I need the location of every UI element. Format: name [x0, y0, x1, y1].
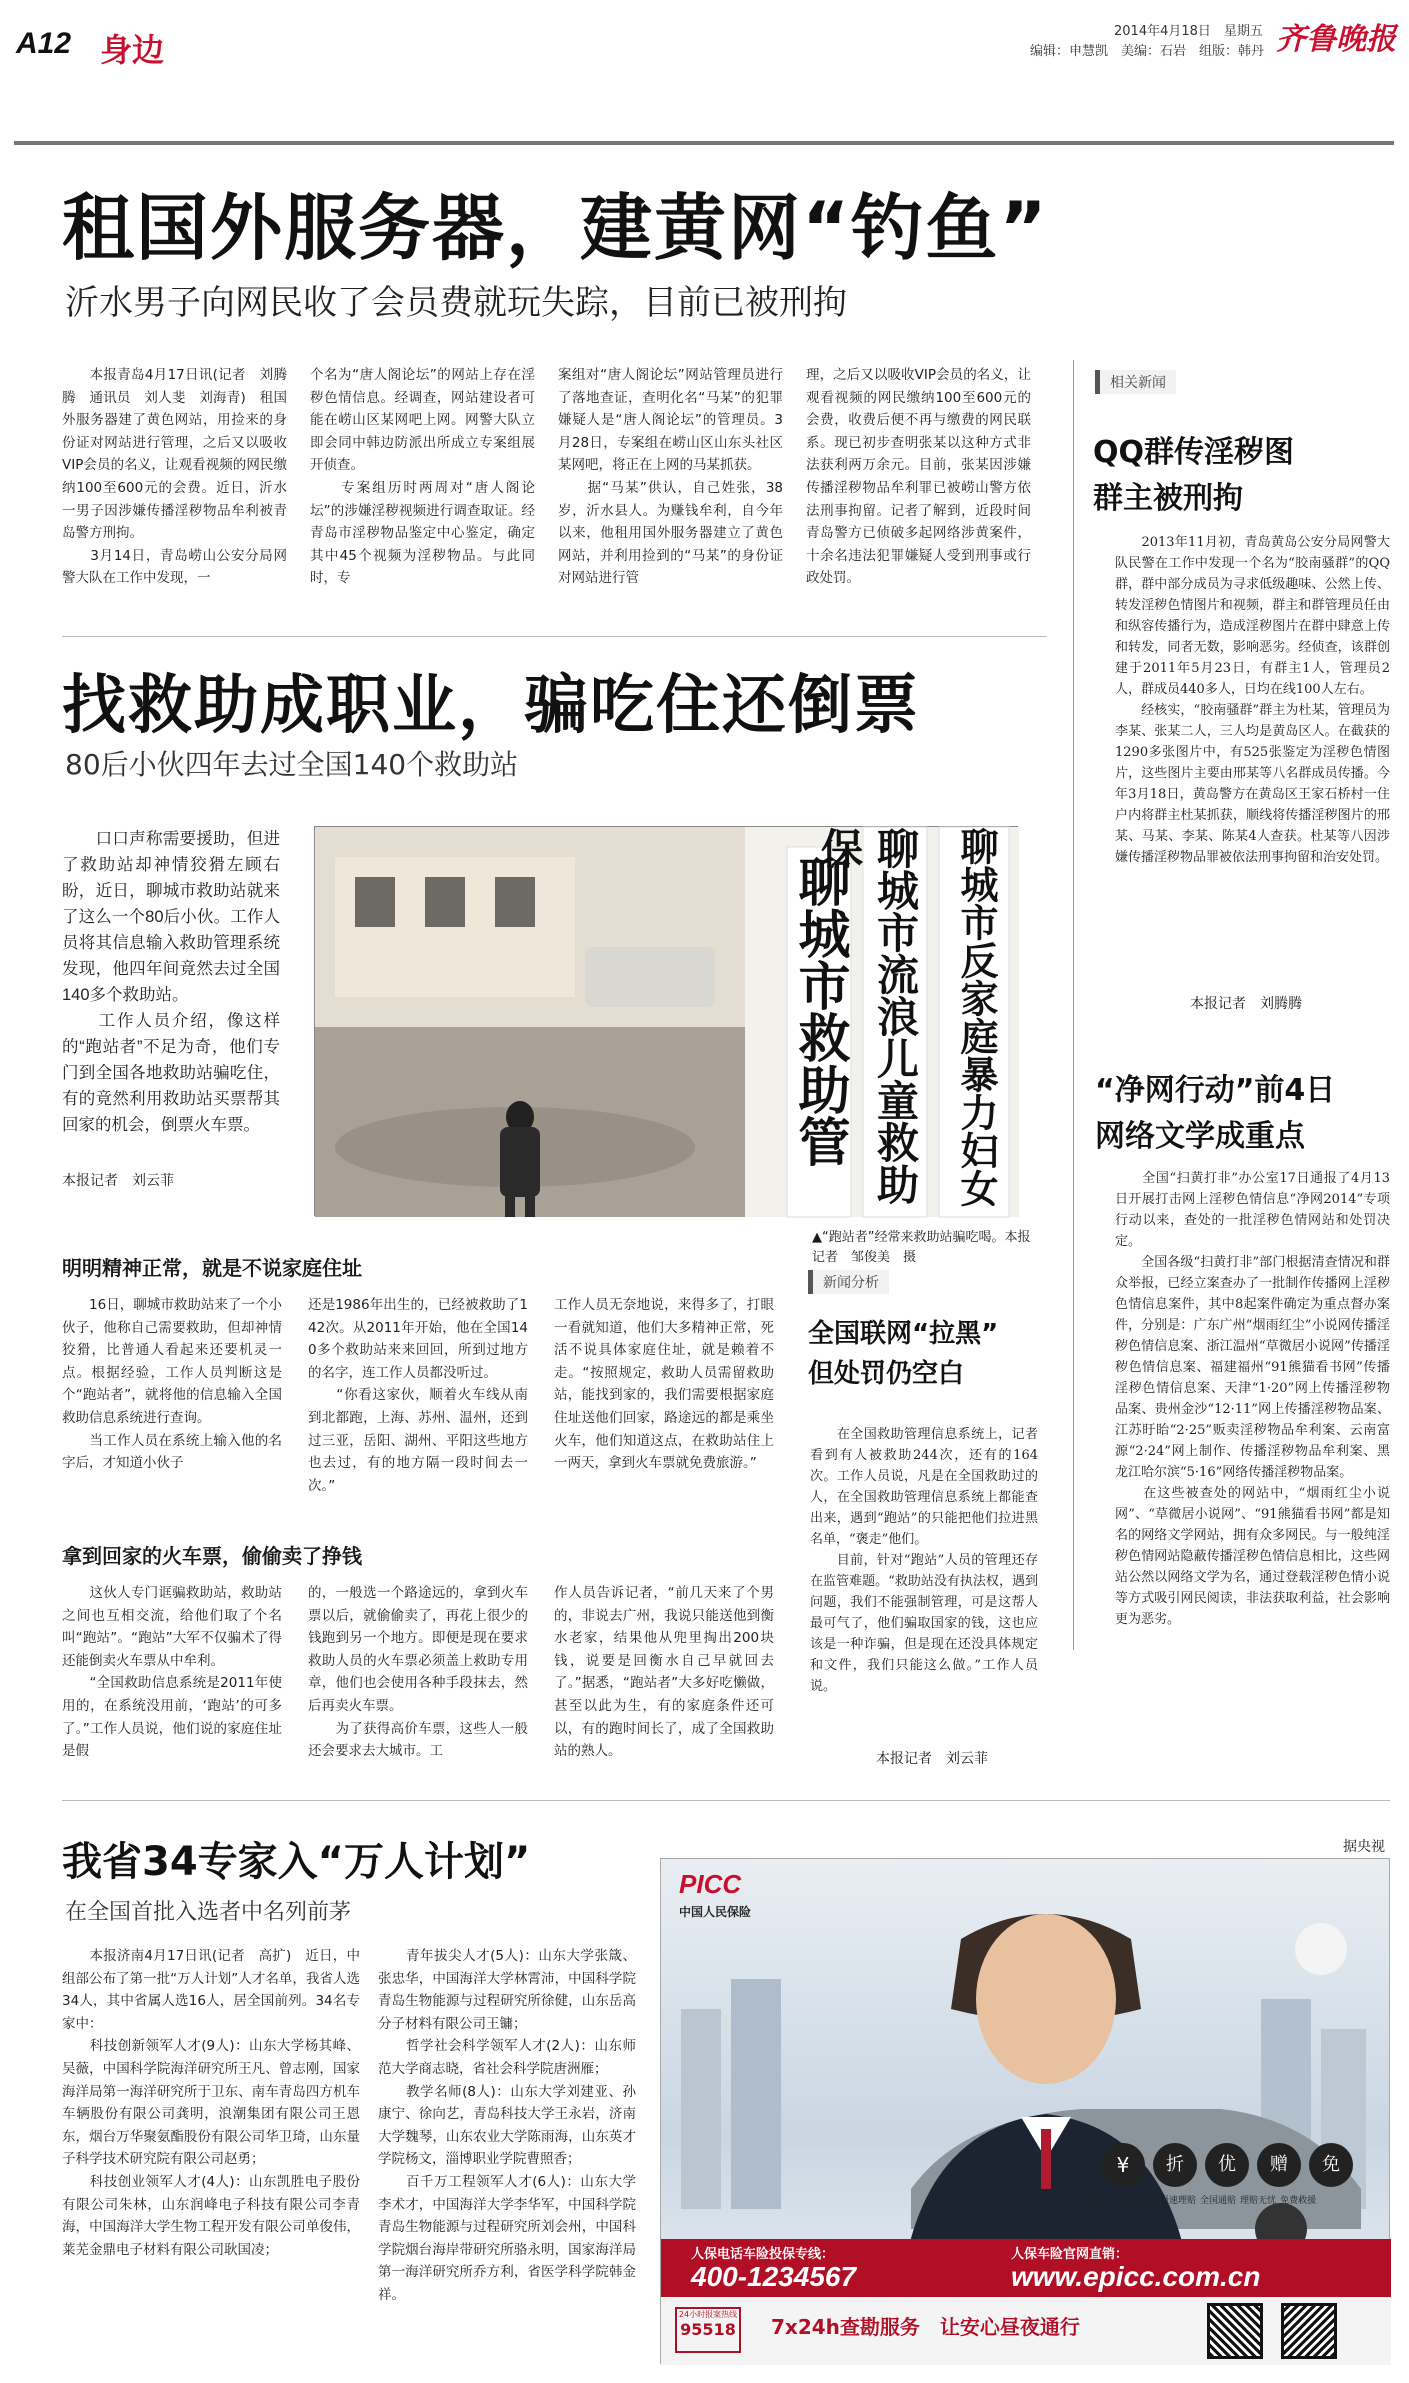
ad-hotline-label: 人保电话车险投保专线： — [691, 2247, 835, 2262]
side1-body: 2013年11月初，青岛黄岛公安分局网警大队民警在工作中发现一个名为“胶南骚群”的QQ群，群中部分成员为寻求低级趣味、公然上传、转发淫秽色情图片和视频，群主和群管理员任由和纵容传播行为，造成淫秽图片在群中肆意上传和转发，同者无数，影响恶劣。经侦查，该群创建于2011年5月23日，有群主1人，管理员2人，群成员440多人，日均在线100人左右。 经核实，“胶南骚群”群主为杜某，管理员为李某、张某二人，三人均是黄岛区人。在截获的1290多张图片中，有525张鉴定为淫秽色情图片，这些图片主要由邢某等八名群成员传播。今年3月18日，黄岛警方在黄岛区王家石桥村一住户内将群主杜某抓获，顺线将传播淫秽图片的邢某、马某、李某、陈某4人查获。杜某等八因涉嫌传播淫秽物品罪被依法刑事拘留和治安处罚。 — [1115, 535, 1390, 865]
article2-s2c3: 作人员告诉记者，“前几天来了个男的，非说去广州，我说只能送他到衡水老家，结果他从兜里掏出200块钱，说要是回衡水自己早就回去了。”据悉，“跑站者”大多好吃懒做，甚至以此为生，有的家庭条件还可以，有的跑时间长了，成了全国救助站的熟人。 — [554, 1585, 774, 1760]
ad-icon-label-5: 免费救援 — [1280, 2196, 1317, 2206]
article1-col2: 个名为“唐人阁论坛”的网站上存在淫秽色情信息。经调查，网站建设者可能在崂山区某网吧上网。网警大队立即会同中韩边防派出所成立专案组展开侦查。 专案组历时两周对“唐人阁论坛”的涉嫌淫秽视频进行调查取证。经青岛市淫秽物品鉴定中心鉴定，确定其中45个视频为淫秽物品。与此同时，专 — [310, 367, 535, 587]
article1-subtitle: 沂水男子向网民收了会员费就玩失踪，目前已被刑拘 — [65, 283, 847, 323]
side2 — [808, 1270, 1036, 1394]
ad-url-label: 人保车险官网直销： — [1011, 2247, 1129, 2262]
ad-icon-3 — [1205, 2143, 1249, 2187]
side1-tag: 相关新闻 — [1095, 370, 1176, 394]
side1 — [1095, 370, 1390, 522]
article2-sub2: 拿到回家的火车票，偷偷卖了挣钱 — [62, 1544, 362, 1568]
page-header — [0, 0, 1409, 150]
photo-caption: ▲“跑站者”经常来救助站骗吃喝。本报记者 邹俊美 摄 — [812, 1230, 1031, 1265]
ad-icon-2 — [1153, 2143, 1197, 2187]
picc-ad — [660, 1858, 1390, 2364]
ad-icon-1 — [1101, 2143, 1145, 2187]
ad-icon-5 — [1309, 2143, 1353, 2187]
article1-col1: 本报青岛4月17日讯(记者 刘腾腾 通讯员 刘人斐 刘海青) 租国外服务器建了黄色网站，用捡来的身份证对网站进行管理，之后又以吸收VIP会员的名义，让观看视频的网民缴纳100至600元的会费。近日，沂水一男子因涉嫌传播淫秽物品牟利被青岛警方刑拘。 3月14日，青岛崂山公安分局网警大队在工作中发现，一 — [62, 367, 287, 587]
qr-code-1 — [1207, 2303, 1263, 2359]
editors-line: 编辑：申慧凯 美编：石岩 组版：韩丹 — [1030, 44, 1265, 59]
ad-icon-label-2: 极速理赔 — [1160, 2196, 1197, 2206]
article2-s1c3: 工作人员无奈地说，来得多了，打眼一看就知道，他们大多精神正常，死活不说具体家庭住址，就是赖着不走。“按照规定，救助人员需留救助站，能找到家的，我们需要根据家庭住址送他们回家，路途远的都是乘坐火车，他们知道这点，在救助站住上一两天，拿到火车票就免费旅游。” — [554, 1297, 774, 1472]
ad-icon-1-glyph: ¥ — [1116, 2153, 1130, 2177]
article2-s1c1: 16日，聊城市救助站来了一个小伙子，他称自己需要救助，但却神情狡猾，比普通人看起来还要机灵一点。根据经验，工作人员判断这是个“跑站者”，就将他的信息输入全国救助信息系统进行查询。 当工作人员在系统上输入他的名字后，才知道小伙子 — [62, 1297, 282, 1472]
article2-s2c2: 的，一般选一个路途远的，拿到火车票以后，就偷偷卖了，再花上很少的钱跑到另一个地方。即便是现在要求救助人员的火车票必须盖上救助专用章，他们也会使用各种手段抹去，然后再卖火车票。 为了获得高价车票，这些人一般还会要求去大城市。工 — [308, 1585, 528, 1760]
side3-byline: 据央视 — [1343, 1839, 1385, 1855]
news-photo — [314, 826, 1018, 1216]
article2-subtitle: 80后小伙四年去过全国140个救助站 — [65, 748, 519, 781]
ad-icon-4-glyph: 赠 — [1270, 2154, 1288, 2175]
a2-a3-rule — [62, 1800, 1390, 1801]
brand-logo: 齐鲁晚报 — [1276, 22, 1396, 57]
article2-s2c1: 这伙人专门诓骗救助站，救助站之间也互相交流，给他们取了个名叫“跑站”。“跑站”大军不仅骗术了得还能倒卖火车票从中牟利。 “全国救助信息系统是2011年使用的，在系统没用前，‘跑站’的可多了。”工作人员说，他们说的家庭住址是假 — [62, 1585, 282, 1760]
ad-icon-label-3: 全国通赔 — [1200, 2196, 1237, 2206]
article2-lead: 口口声称需要援助，但进了救助站却神情狡猾左顾右盼，近日，聊城市救助站就来了这么一个80后小伙。工作人员将其信息输入救助管理系统发现，他四年间竟然去过全国140多个救助站。 工作人员介绍，像这样的“跑站者”不足为奇，他们专门到全国各地救助站骗吃住，有的竟然利用救助站买票帮其回家的机会，倒票火车票。 — [62, 830, 280, 1134]
ad-icon-labels — [1091, 2193, 1316, 2206]
picc-company: 中国人民保险 — [679, 1905, 752, 1919]
article2-sub1: 明明精神正常，就是不说家庭住址 — [62, 1256, 362, 1280]
ad-icons — [1101, 2143, 1353, 2187]
ad-icon-label-1: 商业险优惠15% — [1091, 2196, 1157, 2206]
ad-icon-2-glyph: 折 — [1166, 2154, 1184, 2175]
article1-col4: 理，之后又以吸收VIP会员的名义，让观看视频的网民缴纳100至600元的会费，收费后便不再与缴费的网民联系。现已初步查明张某以这种方式非法获利两万余元。目前，张某因涉嫌传播淫秽物品牟利罪已被崂山警方依法刑事拘留。记者了解到，近段时间青岛警方已侦破多起网络涉黄案件，十余名违法犯罪嫌疑人受到刑事或行政处罚。 — [806, 367, 1031, 587]
header-rule — [14, 141, 1394, 145]
side1-byline: 本报记者 刘腾腾 — [1190, 996, 1302, 1012]
ad-service-num-box — [675, 2307, 741, 2353]
article3-subtitle: 在全国首批入选者中名列前茅 — [65, 1900, 352, 1925]
article2-title: 找救助成职业，骗吃住还倒票 — [62, 669, 920, 743]
article2-lead-byline: 本报记者 刘云菲 — [62, 1173, 174, 1189]
side2-byline: 本报记者 刘云菲 — [876, 1751, 988, 1767]
side2-tag: 新闻分析 — [808, 1270, 889, 1294]
photo-sign-3: 聊城市救助管 — [789, 855, 850, 1167]
ad-service: 7x24h查勘服务 让安心昼夜通行 — [771, 2315, 1080, 2339]
date-line: 2014年4月18日 星期五 — [1114, 24, 1263, 39]
side2-title: 全国联网“拉黑” 但处罚仍空白 — [808, 1319, 999, 1389]
photo-sign-1: 聊城市反家庭暴力妇女 — [954, 827, 999, 1207]
ad-icon-label-4: 理赔无忧 — [1240, 2196, 1277, 2206]
page-number: A12 — [16, 27, 72, 60]
side3-title: “净网行动”前4日 网络文学成重点 — [1095, 1073, 1336, 1154]
article1-col3: 案组对“唐人阁论坛”网站管理员进行了落地查证，查明化名“马某”的犯罪嫌疑人是“唐人阁论坛”的管理员。3月28日，专案组在崂山区山东头社区某网吧，将正在上网的马某抓获。 据“马某”供认，自己姓张，38岁，沂水县人。为赚钱牟利，自今年以来，他租用国外服务器建立了黄色网站，并利用捡到的“马某”的身份证对网站进行管 — [558, 367, 783, 587]
ad-icon-4 — [1257, 2143, 1301, 2187]
ad-icon-3-glyph: 优 — [1218, 2154, 1236, 2175]
picc-logo: PICC — [679, 1869, 742, 1899]
side3-body: 全国“扫黄打非”办公室17日通报了4月13日开展打击网上淫秽色情信息“净网2014”专项行动以来，查处的一批淫秽色情网站和处罚决定。 全国各级“扫黄打非”部门根据清查情况和群众举报，已经立案查办了一批制作传播网上淫秽色情信息案件，其中8起案件确定为重点督办案件，分别是：广东广州“烟雨红尘”小说网传播淫秽色情信息案、浙江温州“草微居小说网”传播淫秽色情信息案、福建福州“91熊猫看书网”传播淫秽色情信息案、天津“1·20”网上传播淫秽物品案、贵州金沙“12·11”网上传播淫秽物品案、江苏盱眙“2·25”贩卖淫秽物品牟利案、云南富源“2·24”网上制作、传播淫秽物品牟利案、黑龙江哈尔滨“5·16”网络传播淫秽物品案。 在这些被查处的网站中，“烟雨红尘小说网”、“草微居小说网”、“91熊猫看书网”都是知名的网络文学网站，拥有众多网民。与一般纯淫秽色情网站隐蔽传播淫秽色情信息相比，这些网站公然以网络文学为名，通过登载淫秽色情小说等方式吸引网民阅读，非法获取利益，社会影响更为恶劣。 — [1115, 1171, 1390, 1627]
article2-s1c2: 还是1986年出生的，已经被救助了142次。从2011年开始，他在全国140多个救助站来来回回，所到过地方的名字，连工作人员都没听过。 “你看这家伙，顺着火车线从南到北都跑，上海、苏州、温州，还到过三亚，岳阳、湖州、平阳这些地方也去过，有的地方隔一段时间去一次。” — [308, 1297, 528, 1494]
qr-code-2 — [1281, 2303, 1337, 2359]
ad-url: www.epicc.com.cn — [1011, 2261, 1261, 2292]
ad-icon-5-glyph: 免 — [1322, 2154, 1340, 2175]
ad-service-num: 95518 — [680, 2320, 736, 2339]
photo-sign-2: 聊城市流浪儿童救助保 — [815, 827, 920, 1205]
ad-service-num-label: 24小时报案热线 — [678, 2310, 738, 2319]
ad-hotline: 400-1234567 — [691, 2261, 857, 2292]
side2-body: 在全国救助管理信息系统上，记者看到有人被救助244次，还有的164次。工作人员说，凡是在全国救助过的人，在全国救助管理信息系统上都能查出来，遇到“跑站”的只能把他们拉进黑名单，“褒走”他们。 目前，针对“跑站”人员的管理还存在监管难题。“救助站没有执法权，遇到问题，我们不能强制管理，可是这帮人最可气了，他们骗取国家的钱，这也应该是一种诈骗，但是现在还没具体规定和文件，我们只能这么做。”工作人员说。 — [810, 1427, 1038, 1694]
sidebar-divider — [1073, 360, 1074, 1650]
section-name: 身边 — [100, 31, 165, 69]
article3-title: 我省34专家入“万人计划” — [62, 1839, 531, 1885]
side1-title: QQ群传淫秽图 群主被刑拘 — [1093, 435, 1295, 516]
article3-col1: 本报济南4月17日讯(记者 高扩) 近日，中组部公布了第一批“万人计划”人才名单，我省人选34人，其中省属人选16人，居全国前列。34名专家中： 科技创新领军人才(9人)：山东大学杨其峰、吴薇，中国科学院海洋研究所王凡、曾志刚，国家海洋局第一海洋研究所于卫东、南车青岛四方机车车辆股份有限公司龚明，浪潮集团有限公司王恩东，烟台万华聚氨酯股份有限公司华卫琦，山东量子科学技术研究院有限公司赵勇； 科技创业领军人才(4人)：山东凯胜电子股份有限公司朱林，山东润峰电子科技有限公司李青海，中国海洋大学生物工程开发有限公司单俊伟，莱芜金鼎电子材料有限公司耿国凌； — [62, 1948, 360, 2258]
article3-col2: 青年拔尖人才(5人)：山东大学张箴、张忠华，中国海洋大学林霄沛，中国科学院青岛生物能源与过程研究所徐健，山东岳高分子材料有限公司王镛； 哲学社会科学领军人才(2人)：山东师范大学商志晓，省社会科学院唐洲雁； 教学名师(8人)：山东大学刘建亚、孙康宁、徐向艺，青岛科技大学王永岩，济南大学魏琴，山东农业大学陈雨海，山东英才学院杨文，淄博职业学院曹照香； 百千万工程领军人才(6人)：山东大学李术才，中国海洋大学李华军，中国科学院青岛生物能源与过程研究所刘会州，中国科学院烟台海岸带研究所骆永明，国家海洋局第一海洋研究所乔方利，省医学科学院韩金祥。 — [378, 1948, 636, 2303]
a1-a2-rule — [62, 636, 1047, 637]
article1-title: 租国外服务器，建黄网“钓鱼” — [62, 186, 1049, 270]
